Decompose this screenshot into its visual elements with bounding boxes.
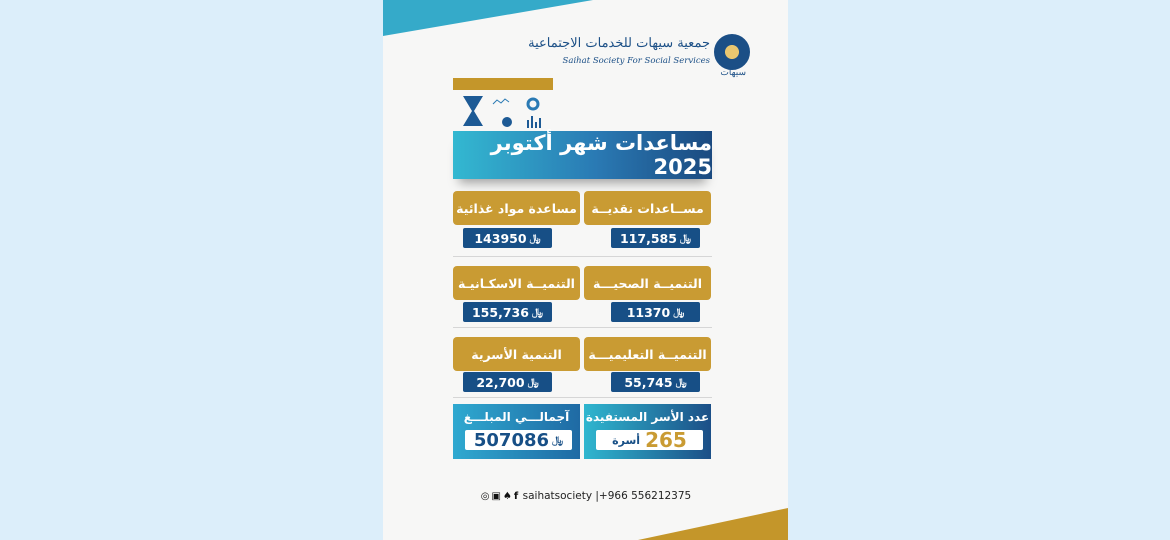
families-summary (584, 404, 711, 459)
riyal-icon: ﷼ (675, 376, 687, 388)
families-label: عدد الأسر المستفيدة (585, 410, 710, 424)
families-count: 265 (645, 428, 687, 452)
org-name-english: Saihat Society For Social Services (562, 56, 710, 66)
riyal-icon: ﷼ (531, 306, 543, 318)
emblem-icon (714, 34, 750, 70)
riyal-icon: ﷼ (679, 232, 691, 244)
social-handle[interactable]: saihatsociety (522, 490, 593, 502)
instagram-icon[interactable]: ▣ (491, 491, 501, 502)
total-value-box (465, 430, 572, 450)
contact-bar (383, 490, 788, 502)
value-text: 143950 (474, 230, 527, 246)
category-value-education (611, 372, 700, 392)
divider (453, 327, 712, 328)
value-text: 55,745 (624, 374, 673, 390)
gold-bar (453, 78, 553, 90)
riyal-icon: ﷼ (552, 434, 564, 446)
riyal-icon: ﷼ (673, 306, 685, 318)
snapchat-icon[interactable]: ♠ (502, 491, 512, 502)
category-label-food: مساعدة مواد غذائية (453, 191, 580, 225)
divider (453, 397, 712, 398)
value-text: 22,700 (476, 374, 525, 390)
category-label-health: التنميــة الصحيـــة (584, 266, 711, 300)
total-label: آجمالـــي المبلـــغ (463, 410, 570, 424)
families-count-box (596, 430, 703, 450)
phone-number[interactable]: +966 556212375 (598, 490, 692, 502)
logo-short-name: سيهات (720, 68, 746, 78)
mini-charts-icon (491, 96, 553, 130)
category-label-cash: مســاعدات نقديــة (584, 191, 711, 225)
category-value-health (611, 302, 700, 322)
category-value-housing (463, 302, 552, 322)
riyal-icon: ﷼ (527, 376, 539, 388)
hourglass-icon (463, 96, 483, 126)
total-value: 507086 (473, 429, 550, 451)
total-summary (453, 404, 580, 459)
value-text: 155,736 (471, 304, 529, 320)
facebook-icon[interactable]: f (513, 491, 519, 502)
category-label-family: التنمية الأسرية (453, 337, 580, 371)
category-label-education: التنميــة التعليميـــة (584, 337, 711, 371)
category-value-cash (611, 228, 700, 248)
poster (383, 0, 788, 540)
divider (453, 256, 712, 257)
value-text: 117,585 (619, 230, 677, 246)
top-corner-decoration (383, 0, 593, 36)
org-name-arabic: جمعية سيهات للخدمات الاجتماعية (528, 36, 710, 51)
category-label-housing: التنميــة الاسكـانيـة (453, 266, 580, 300)
families-unit: أسرة (612, 433, 641, 447)
page-title: مساعدات شهر أكتوبر 2025 (453, 131, 712, 179)
decorative-dashboard-graphic (453, 78, 555, 132)
separator: | (595, 490, 599, 502)
category-value-family (463, 372, 552, 392)
org-logo (528, 34, 750, 82)
category-value-food (463, 228, 552, 248)
value-text: 11370 (626, 304, 671, 320)
riyal-icon: ﷼ (529, 232, 541, 244)
whatsapp-icon[interactable]: ◎ (480, 491, 490, 502)
bottom-corner-decoration (638, 508, 788, 540)
